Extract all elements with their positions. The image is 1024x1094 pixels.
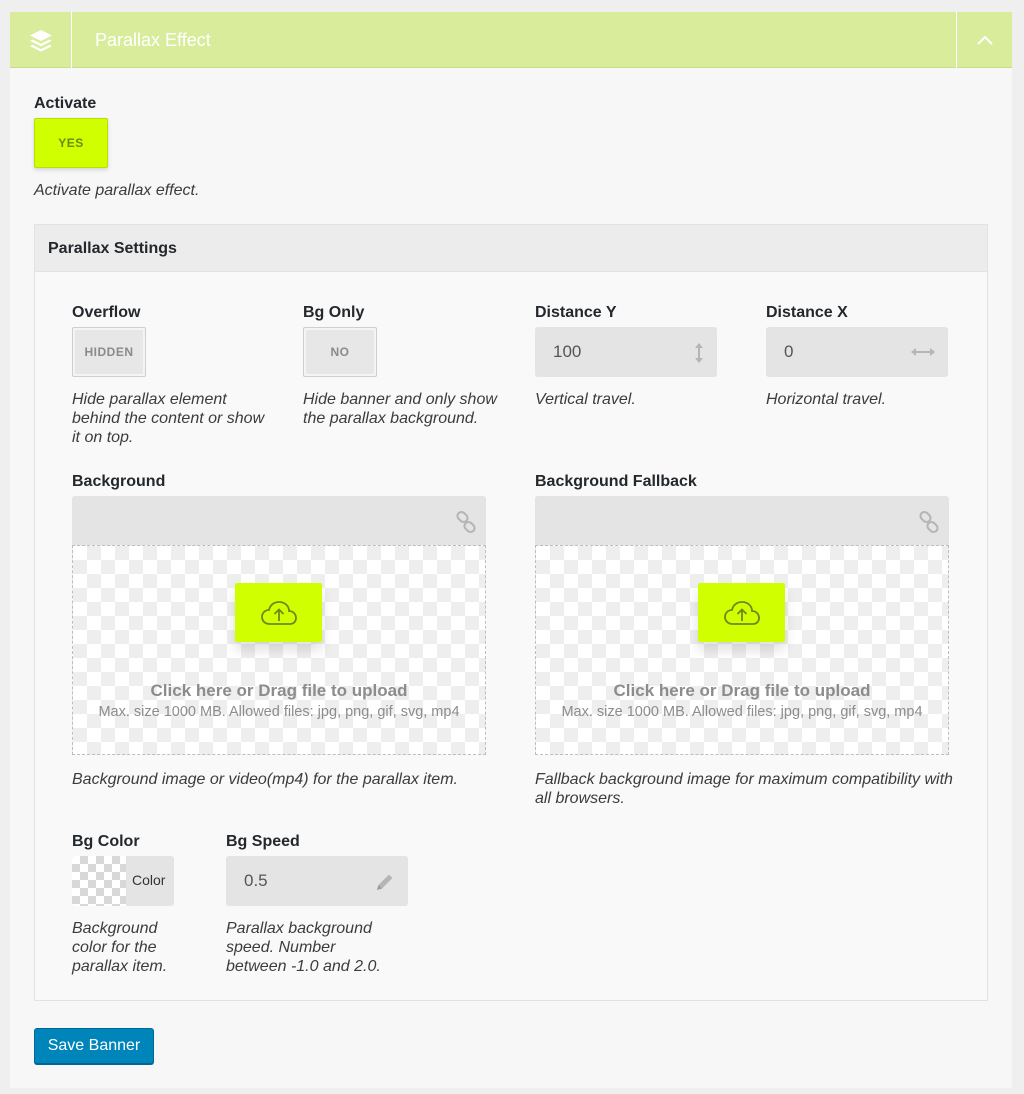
settings-title: Parallax Settings [35,225,987,272]
background-dropzone[interactable] [72,545,486,755]
link-icon [454,510,478,534]
background-fallback-description: Fallback background image for maximum compatibility with all browsers. [535,771,953,807]
overflow-description: Hide parallax element behind the content or show it on top. [72,391,265,446]
background-drop-title: Click here or Drag file to upload [150,681,408,700]
chevron-up-icon [976,34,994,46]
bg-only-description: Hide banner and only show the parallax background. [303,391,497,427]
cloud-upload-icon [722,599,762,627]
bg-speed-input[interactable] [226,856,408,906]
background-upload-button[interactable] [235,583,322,642]
background-fallback-drop-sub: Max. size 1000 MB. Allowed files: jpg, png, gif, svg, mp4 [561,704,923,720]
background-label: Background [72,473,166,490]
pencil-icon [374,871,396,893]
collapse-button[interactable] [956,12,1012,68]
cloud-upload-icon [259,599,299,627]
link-icon [917,510,941,534]
background-fallback-label: Background Fallback [535,473,697,490]
distance-y-value: 100 [553,342,582,361]
distance-y-description: Vertical travel. [535,391,636,408]
background-fallback-url-field[interactable] [535,496,949,546]
distance-y-label: Distance Y [535,304,617,321]
distance-x-input[interactable] [766,327,948,377]
horizontal-arrows-icon [910,346,936,358]
color-swatch [72,856,126,906]
bg-color-description: Background color for the parallax item. [72,920,168,975]
save-banner-button[interactable]: Save Banner [34,1028,154,1064]
bg-color-picker-button[interactable] [72,856,174,906]
background-fallback-dropzone[interactable] [535,545,949,755]
activate-label: Activate [34,95,97,112]
panel-title: Parallax Effect [95,30,211,50]
color-button-label: Color [132,872,166,888]
bg-color-label: Bg Color [72,833,140,850]
overflow-toggle[interactable]: HIDDEN [72,327,146,377]
overflow-label: Overflow [72,304,141,321]
background-fallback-upload-button[interactable] [698,583,785,642]
background-drop-sub: Max. size 1000 MB. Allowed files: jpg, png, gif, svg, mp4 [98,704,460,720]
distance-x-description: Horizontal travel. [766,391,887,408]
distance-y-input[interactable] [535,327,717,377]
vertical-arrows-icon [693,342,705,364]
background-description: Background image or video(mp4) for the parallax item. [72,771,458,788]
layers-icon [10,12,72,68]
bg-only-toggle[interactable]: NO [303,327,377,377]
background-url-field[interactable] [72,496,486,546]
bg-speed-description: Parallax background speed. Number between -1.0 and 2.0. [226,920,381,975]
bg-only-label: Bg Only [303,304,365,321]
activate-toggle[interactable]: YES [34,118,108,168]
bg-speed-value: 0.5 [244,871,268,890]
parallax-settings-box [34,224,988,1001]
activate-description: Activate parallax effect. [34,182,200,199]
distance-x-label: Distance X [766,304,848,321]
distance-x-value: 0 [784,342,794,361]
bg-speed-label: Bg Speed [226,833,300,850]
panel-header[interactable] [10,12,1012,68]
background-fallback-drop-title: Click here or Drag file to upload [613,681,871,700]
parallax-panel [10,12,1012,1088]
